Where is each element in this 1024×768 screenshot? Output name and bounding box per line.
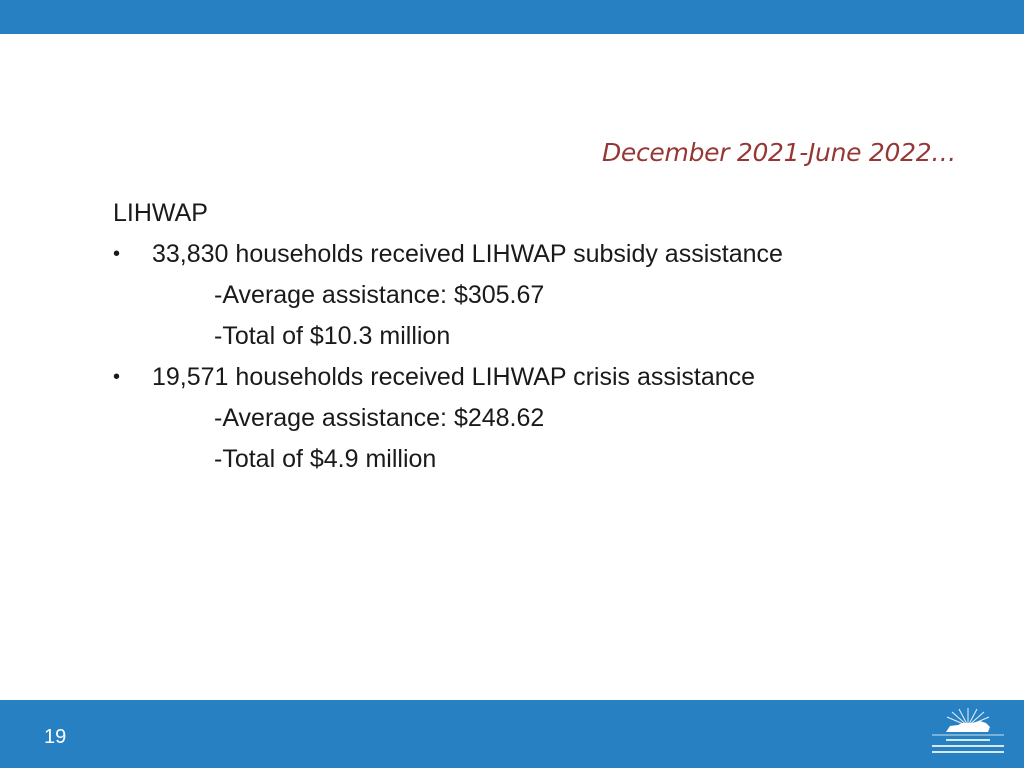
sub-item: -Average assistance: $305.67 — [214, 281, 545, 309]
bullet-text: 19,571 households received LIHWAP crisis assistance — [152, 363, 756, 391]
slide-subtitle: December 2021-June 2022… — [601, 138, 956, 167]
bullet-item — [113, 234, 973, 275]
bullet-glyph: • — [113, 366, 121, 388]
sub-item: -Average assistance: $248.62 — [214, 404, 545, 432]
sub-item: -Total of $4.9 million — [214, 445, 437, 473]
bullet-item — [113, 357, 973, 398]
bullet-glyph: • — [113, 243, 121, 265]
slide-body — [113, 193, 973, 480]
page-number: 19 — [44, 726, 67, 748]
sub-item: -Total of $10.3 million — [214, 322, 451, 350]
kentucky-sunrise-logo-icon — [928, 704, 1008, 762]
section-heading: LIHWAP — [113, 199, 208, 227]
bottom-banner — [0, 700, 1024, 768]
bullet-text: 33,830 households received LIHWAP subsidy assistance — [152, 240, 783, 268]
top-banner — [0, 0, 1024, 34]
